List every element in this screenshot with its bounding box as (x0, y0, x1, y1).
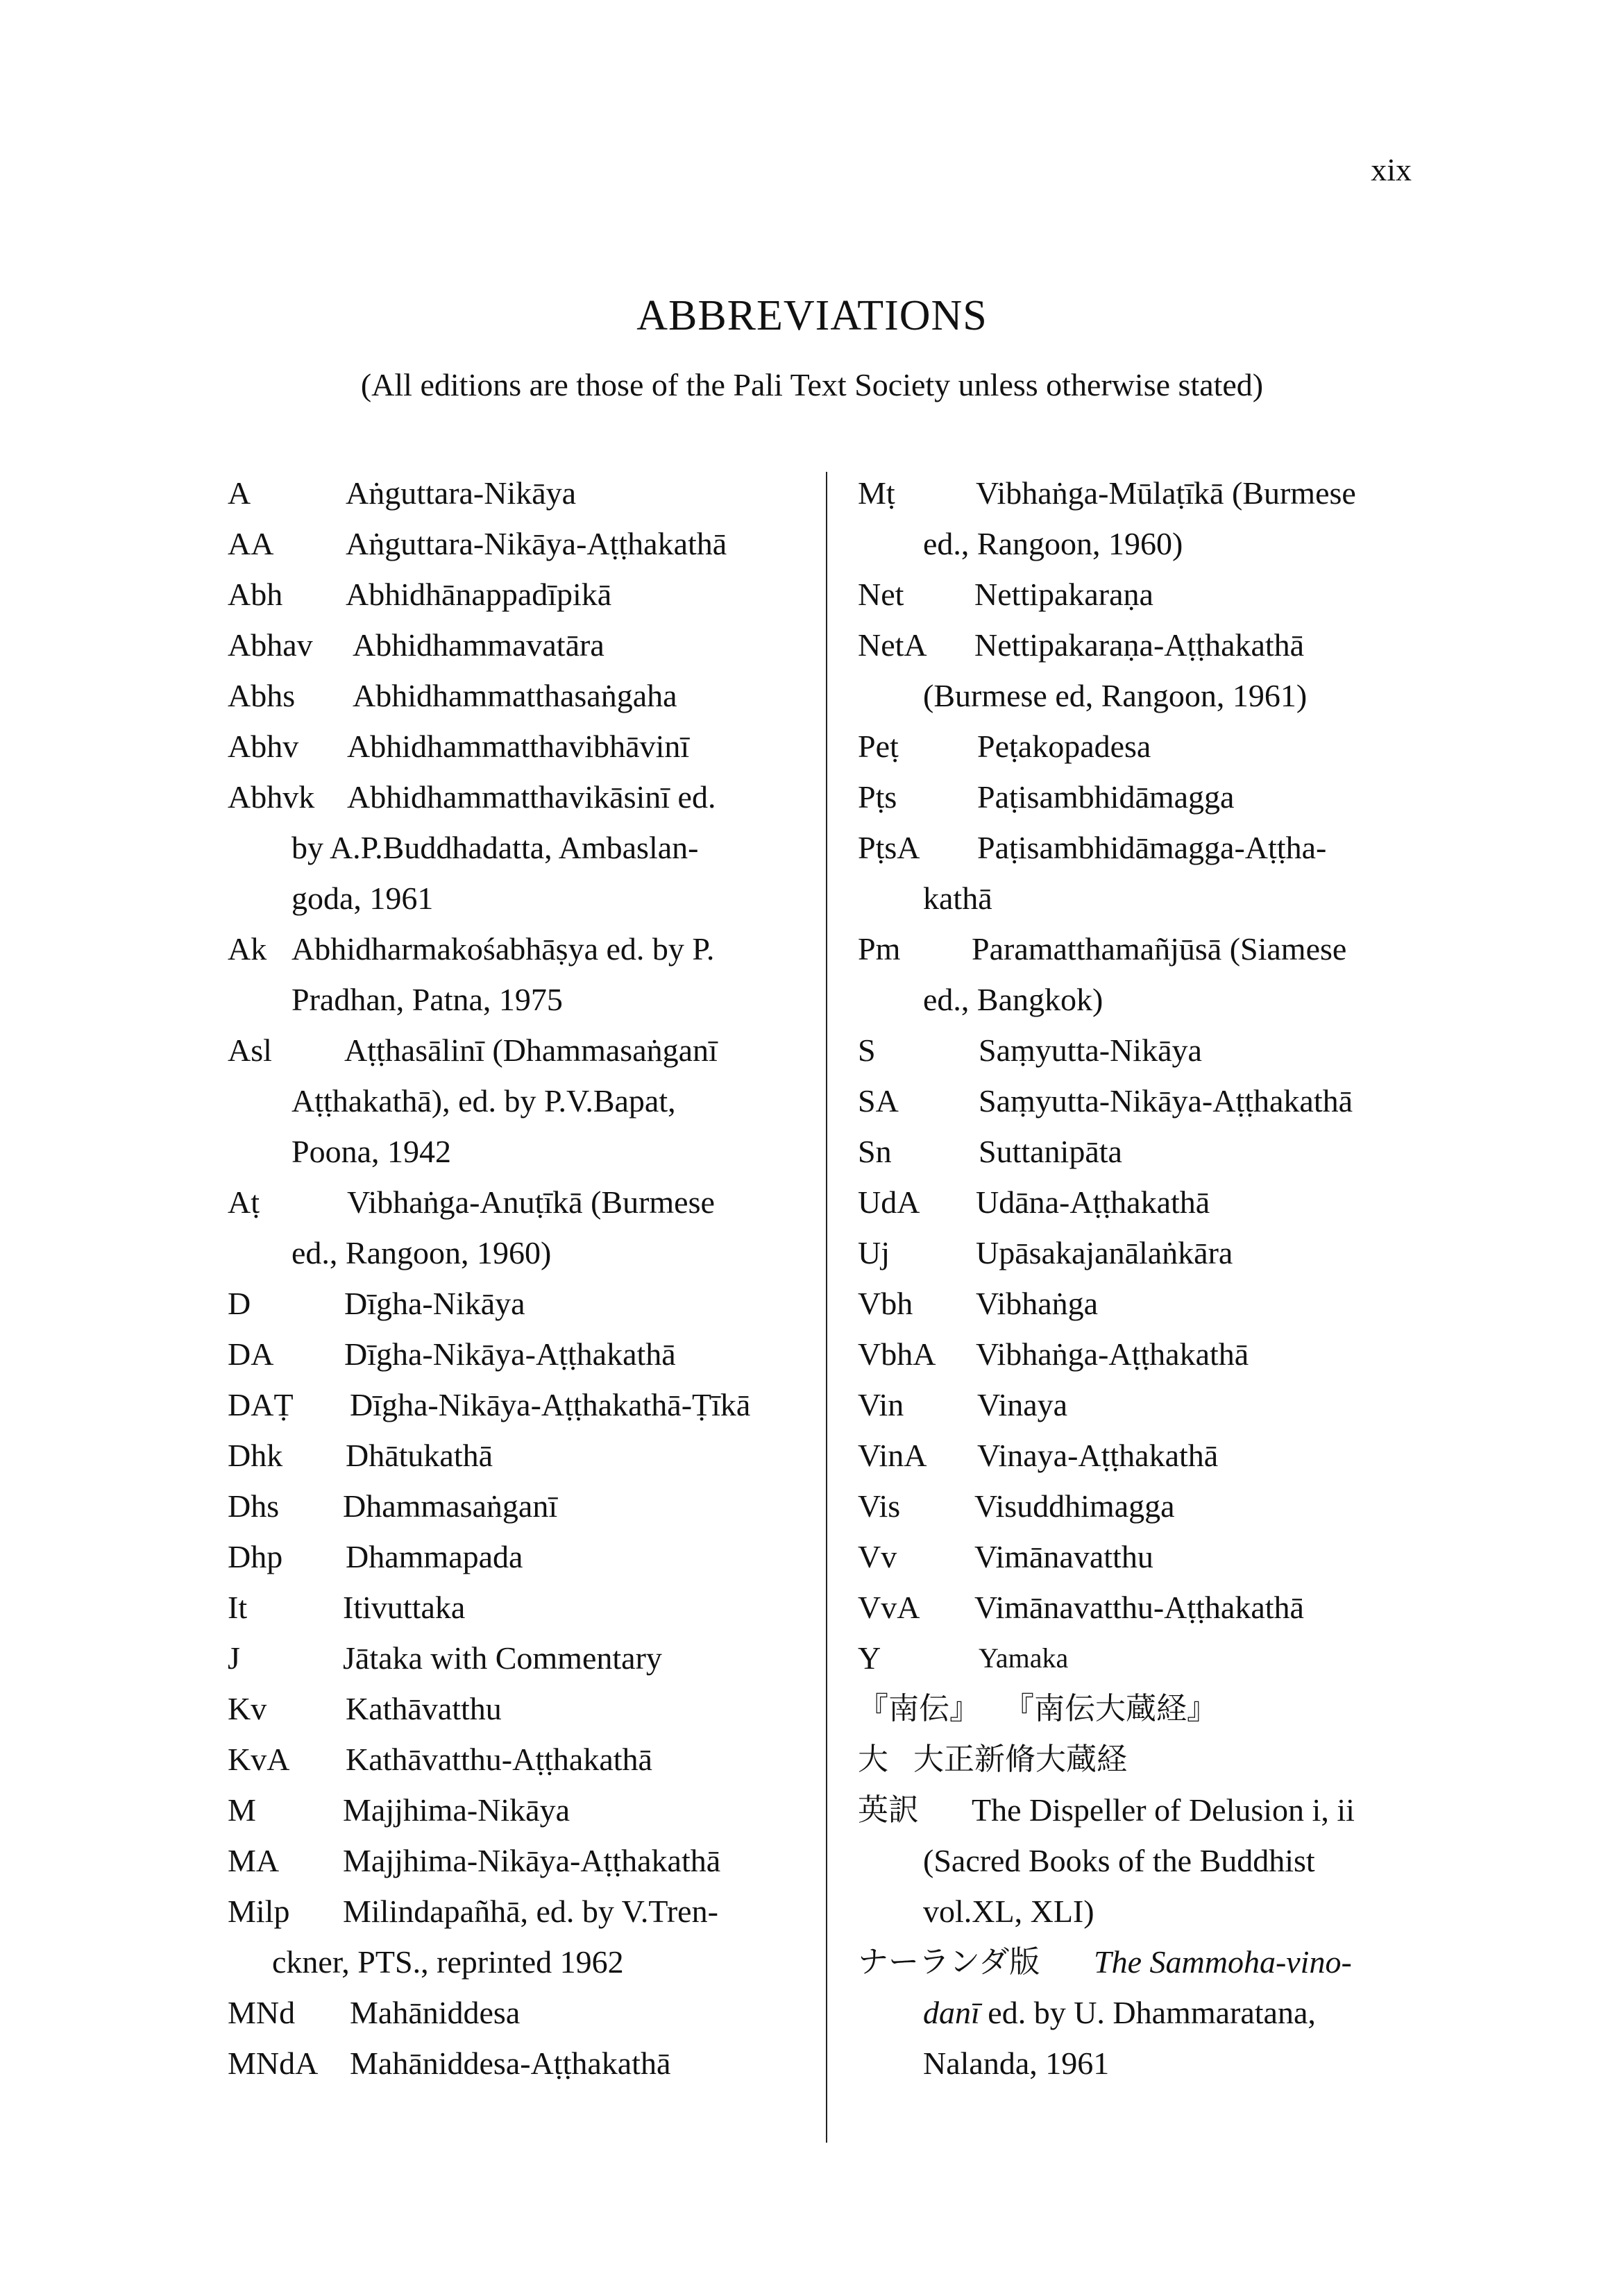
term: Vimānavatthu (974, 1539, 1153, 1574)
abbr-entry (858, 1683, 1420, 1734)
term: Paṭisambhidāmagga-Aṭṭha- (977, 830, 1327, 865)
term: Yamaka (979, 1642, 1069, 1674)
term-continuation: kathā (923, 881, 992, 916)
term: Saṃyutta-Nikāya (979, 1032, 1202, 1068)
page-title: ABBREVIATIONS (636, 292, 988, 339)
term: Itivuttaka (343, 1590, 466, 1625)
page-subtitle: (All editions are those of the Pali Text Society unless otherwise stated) (360, 367, 1264, 402)
abbr: 『南伝』 (858, 1691, 980, 1726)
term: Abhidhammatthavikāsinī ed. (347, 779, 716, 815)
abbr-entry (228, 772, 811, 924)
abbr: PṭsA (858, 830, 920, 865)
abbr-entry (228, 1329, 811, 1379)
term-continuation: by A.P.Buddhadatta, Ambaslan- (291, 830, 699, 865)
term: Abhidhammatthavibhāvinī (347, 729, 690, 764)
abbr-entry (858, 1937, 1420, 2089)
term: The Dispeller of Delusion i, ii (972, 1792, 1355, 1828)
term: Upāsakajanālaṅkāra (976, 1235, 1233, 1270)
abbr-entry (228, 1886, 811, 1987)
abbr-entry (858, 1025, 1420, 1075)
abbr: KvA (228, 1742, 290, 1777)
term: Dhātukathā (346, 1438, 493, 1473)
abbr: UdA (858, 1184, 920, 1220)
abbr-entry (858, 1531, 1420, 1582)
abbr: Abh (228, 577, 283, 612)
term: Abhidharmakośabhāṣya ed. by P. (291, 931, 715, 967)
abbr-entry (228, 1025, 811, 1177)
term: Peṭakopadesa (977, 729, 1151, 764)
term: Suttanipāta (979, 1134, 1122, 1169)
term-continuation (858, 1987, 1420, 2038)
abbr: Uj (858, 1235, 890, 1270)
term-continuation: goda, 1961 (291, 881, 434, 916)
term-italic-part: danī (923, 1995, 980, 2030)
abbr: 大 (858, 1742, 888, 1777)
abbr-entry (858, 620, 1420, 721)
abbr: NetA (858, 627, 927, 663)
abbr: It (228, 1590, 248, 1625)
term: Paramatthamañjūsā (Siamese (972, 931, 1347, 967)
abbr: S (858, 1032, 876, 1068)
abbr-entry (858, 1075, 1420, 1126)
abbr-entry (858, 1582, 1420, 1633)
term: Vibhaṅga (976, 1286, 1099, 1321)
abbr: A (228, 475, 251, 511)
abbr-entry (228, 1683, 811, 1734)
abbr-entry (228, 721, 811, 772)
term-continuation: ed., Bangkok) (923, 982, 1103, 1017)
abbr: DA (228, 1336, 274, 1372)
abbr-entry (858, 822, 1420, 924)
abbr-entry (858, 1633, 1420, 1683)
term-continuation: ed., Rangoon, 1960) (291, 1235, 552, 1270)
term-continuation: ed., Rangoon, 1960) (923, 526, 1183, 561)
abbr-entry (228, 670, 811, 721)
abbr-entry (858, 1278, 1420, 1329)
term: Abhidhammatthasaṅgaha (353, 678, 677, 713)
abbr: Pṭs (858, 779, 897, 815)
abbr: Asl (228, 1032, 272, 1068)
abbr: MA (228, 1843, 280, 1878)
abbr-entry (228, 1531, 811, 1582)
abbr: MNd (228, 1995, 296, 2030)
term: Visuddhimagga (974, 1488, 1175, 1524)
abbr-entry (228, 1987, 811, 2038)
term: Vibhaṅga-Aṭṭhakathā (976, 1336, 1249, 1372)
abbr-entry (858, 468, 1420, 569)
term-continuation: (Burmese ed, Rangoon, 1961) (923, 678, 1308, 713)
abbreviations-right-column (858, 468, 1420, 2089)
page-number: xix (1371, 152, 1412, 187)
abbr: Kv (228, 1691, 267, 1726)
abbr: VinA (858, 1438, 927, 1473)
abbreviations-left-column (228, 468, 811, 2089)
term: Aṅguttara-Nikāya-Aṭṭhakathā (346, 526, 727, 561)
abbr: AA (228, 526, 274, 561)
abbr-entry (228, 1177, 811, 1278)
term-continuation: Pradhan, Patna, 1975 (291, 982, 563, 1017)
abbr: J (228, 1640, 240, 1676)
abbr-entry (858, 1227, 1420, 1278)
abbr-entry (228, 1835, 811, 1886)
abbr-entry (858, 721, 1420, 772)
abbr-entry (228, 1785, 811, 1835)
abbr: Sn (858, 1134, 892, 1169)
abbr-entry (858, 1126, 1420, 1177)
term: Saṃyutta-Nikāya-Aṭṭhakathā (979, 1083, 1353, 1119)
term-continuation: Nalanda, 1961 (923, 2046, 1110, 2081)
term: Kathāvatthu-Aṭṭhakathā (346, 1742, 652, 1777)
column-divider (826, 472, 827, 2143)
term: Nettipakaraṇa (974, 577, 1153, 612)
abbr-entry (858, 1329, 1420, 1379)
term: Jātaka with Commentary (343, 1640, 662, 1676)
term: Nettipakaraṇa-Aṭṭhakathā (974, 627, 1305, 663)
abbr: Milp (228, 1894, 290, 1929)
abbr: ナーランダ版 (858, 1944, 1040, 1980)
abbr-entry (228, 1582, 811, 1633)
term: Paṭisambhidāmagga (977, 779, 1235, 815)
term: Abhidhammavatāra (353, 627, 604, 663)
abbr: Abhvk (228, 779, 315, 815)
term-plain-part: ed. by U. Dhammaratana, (979, 1995, 1316, 2030)
term: Abhidhānappadīpikā (346, 577, 612, 612)
term: Mahāniddesa (350, 1995, 521, 2030)
abbr: Ak (228, 931, 267, 967)
abbr: Y (858, 1640, 881, 1676)
term: Vinaya-Aṭṭhakathā (977, 1438, 1219, 1473)
abbr: 英訳 (858, 1792, 919, 1828)
abbr-entry (228, 924, 811, 1025)
abbr: Mṭ (858, 475, 895, 511)
term: Majjhima-Nikāya (343, 1792, 570, 1828)
term: Aṅguttara-Nikāya (346, 475, 577, 511)
abbr: Dhk (228, 1438, 283, 1473)
term-continuation: vol.XL, XLI) (923, 1894, 1094, 1929)
abbr: Vin (858, 1387, 904, 1422)
abbr: Dhp (228, 1539, 283, 1574)
term-continuation: (Sacred Books of the Buddhist (923, 1843, 1315, 1878)
abbr: VvA (858, 1590, 920, 1625)
term: 『南伝大蔵経』 (1004, 1691, 1217, 1726)
abbr: SA (858, 1083, 899, 1119)
abbr-entry (228, 2038, 811, 2089)
abbr-entry (858, 1430, 1420, 1481)
abbr-entry (228, 1430, 811, 1481)
term: Vibhaṅga-Mūlaṭīkā (Burmese (976, 475, 1356, 511)
abbr: Peṭ (858, 729, 899, 764)
abbr: VbhA (858, 1336, 936, 1372)
abbr-entry (858, 1734, 1420, 1785)
term: Dīgha-Nikāya-Aṭṭhakathā (344, 1336, 676, 1372)
term: The Sammoha-vino- (1094, 1944, 1352, 1980)
abbr: Vis (858, 1488, 901, 1524)
term: Dhammasaṅganī (343, 1488, 558, 1524)
term: Mahāniddesa-Aṭṭhakathā (350, 2046, 671, 2081)
abbr-entry (858, 924, 1420, 1025)
abbr-entry (228, 518, 811, 569)
abbr: Abhav (228, 627, 313, 663)
term: Dīgha-Nikāya-Aṭṭhakathā-Ṭīkā (350, 1387, 751, 1422)
term: Majjhima-Nikāya-Aṭṭhakathā (343, 1843, 721, 1878)
term: Kathāvatthu (346, 1691, 502, 1726)
abbr-entry (858, 1481, 1420, 1531)
abbr: Abhv (228, 729, 299, 764)
abbr-entry (858, 569, 1420, 620)
term-continuation: Aṭṭhakathā), ed. by P.V.Bapat, (291, 1083, 676, 1119)
term: Vinaya (977, 1387, 1068, 1422)
abbr: Dhs (228, 1488, 280, 1524)
abbr-entry (228, 468, 811, 518)
abbr: M (228, 1792, 256, 1828)
abbr: Vv (858, 1539, 897, 1574)
abbr: D (228, 1286, 251, 1321)
abbr: Pm (858, 931, 901, 967)
abbr-entry (228, 569, 811, 620)
abbr-entry (228, 1481, 811, 1531)
abbr-entry (858, 1785, 1420, 1937)
term: Dhammapada (346, 1539, 523, 1574)
term-continuation: ckner, PTS., reprinted 1962 (272, 1944, 624, 1980)
abbr-entry (858, 772, 1420, 822)
term: Vibhaṅga-Anuṭīkā (Burmese (347, 1184, 715, 1220)
term: Dīgha-Nikāya (344, 1286, 525, 1321)
abbr: Abhs (228, 678, 296, 713)
abbr-entry (858, 1177, 1420, 1227)
abbr-entry (228, 1379, 811, 1430)
abbr: DAṬ (228, 1387, 294, 1422)
abbr-entry (228, 1734, 811, 1785)
abbr: Vbh (858, 1286, 913, 1321)
abbr-entry (228, 1633, 811, 1683)
term-continuation: Poona, 1942 (291, 1134, 451, 1169)
term: Aṭṭhasālinī (Dhammasaṅganī (344, 1032, 718, 1068)
term: Milindapañhā, ed. by V.Tren- (343, 1894, 718, 1929)
term: Vimānavatthu-Aṭṭhakathā (974, 1590, 1304, 1625)
abbr: MNdA (228, 2046, 319, 2081)
abbr: Net (858, 577, 904, 612)
abbr-entry (228, 1278, 811, 1329)
abbr-entry (228, 620, 811, 670)
term: Udāna-Aṭṭhakathā (976, 1184, 1210, 1220)
term: 大正新脩大蔵経 (913, 1742, 1127, 1777)
abbr: Aṭ (228, 1184, 260, 1220)
abbr-entry (858, 1379, 1420, 1430)
